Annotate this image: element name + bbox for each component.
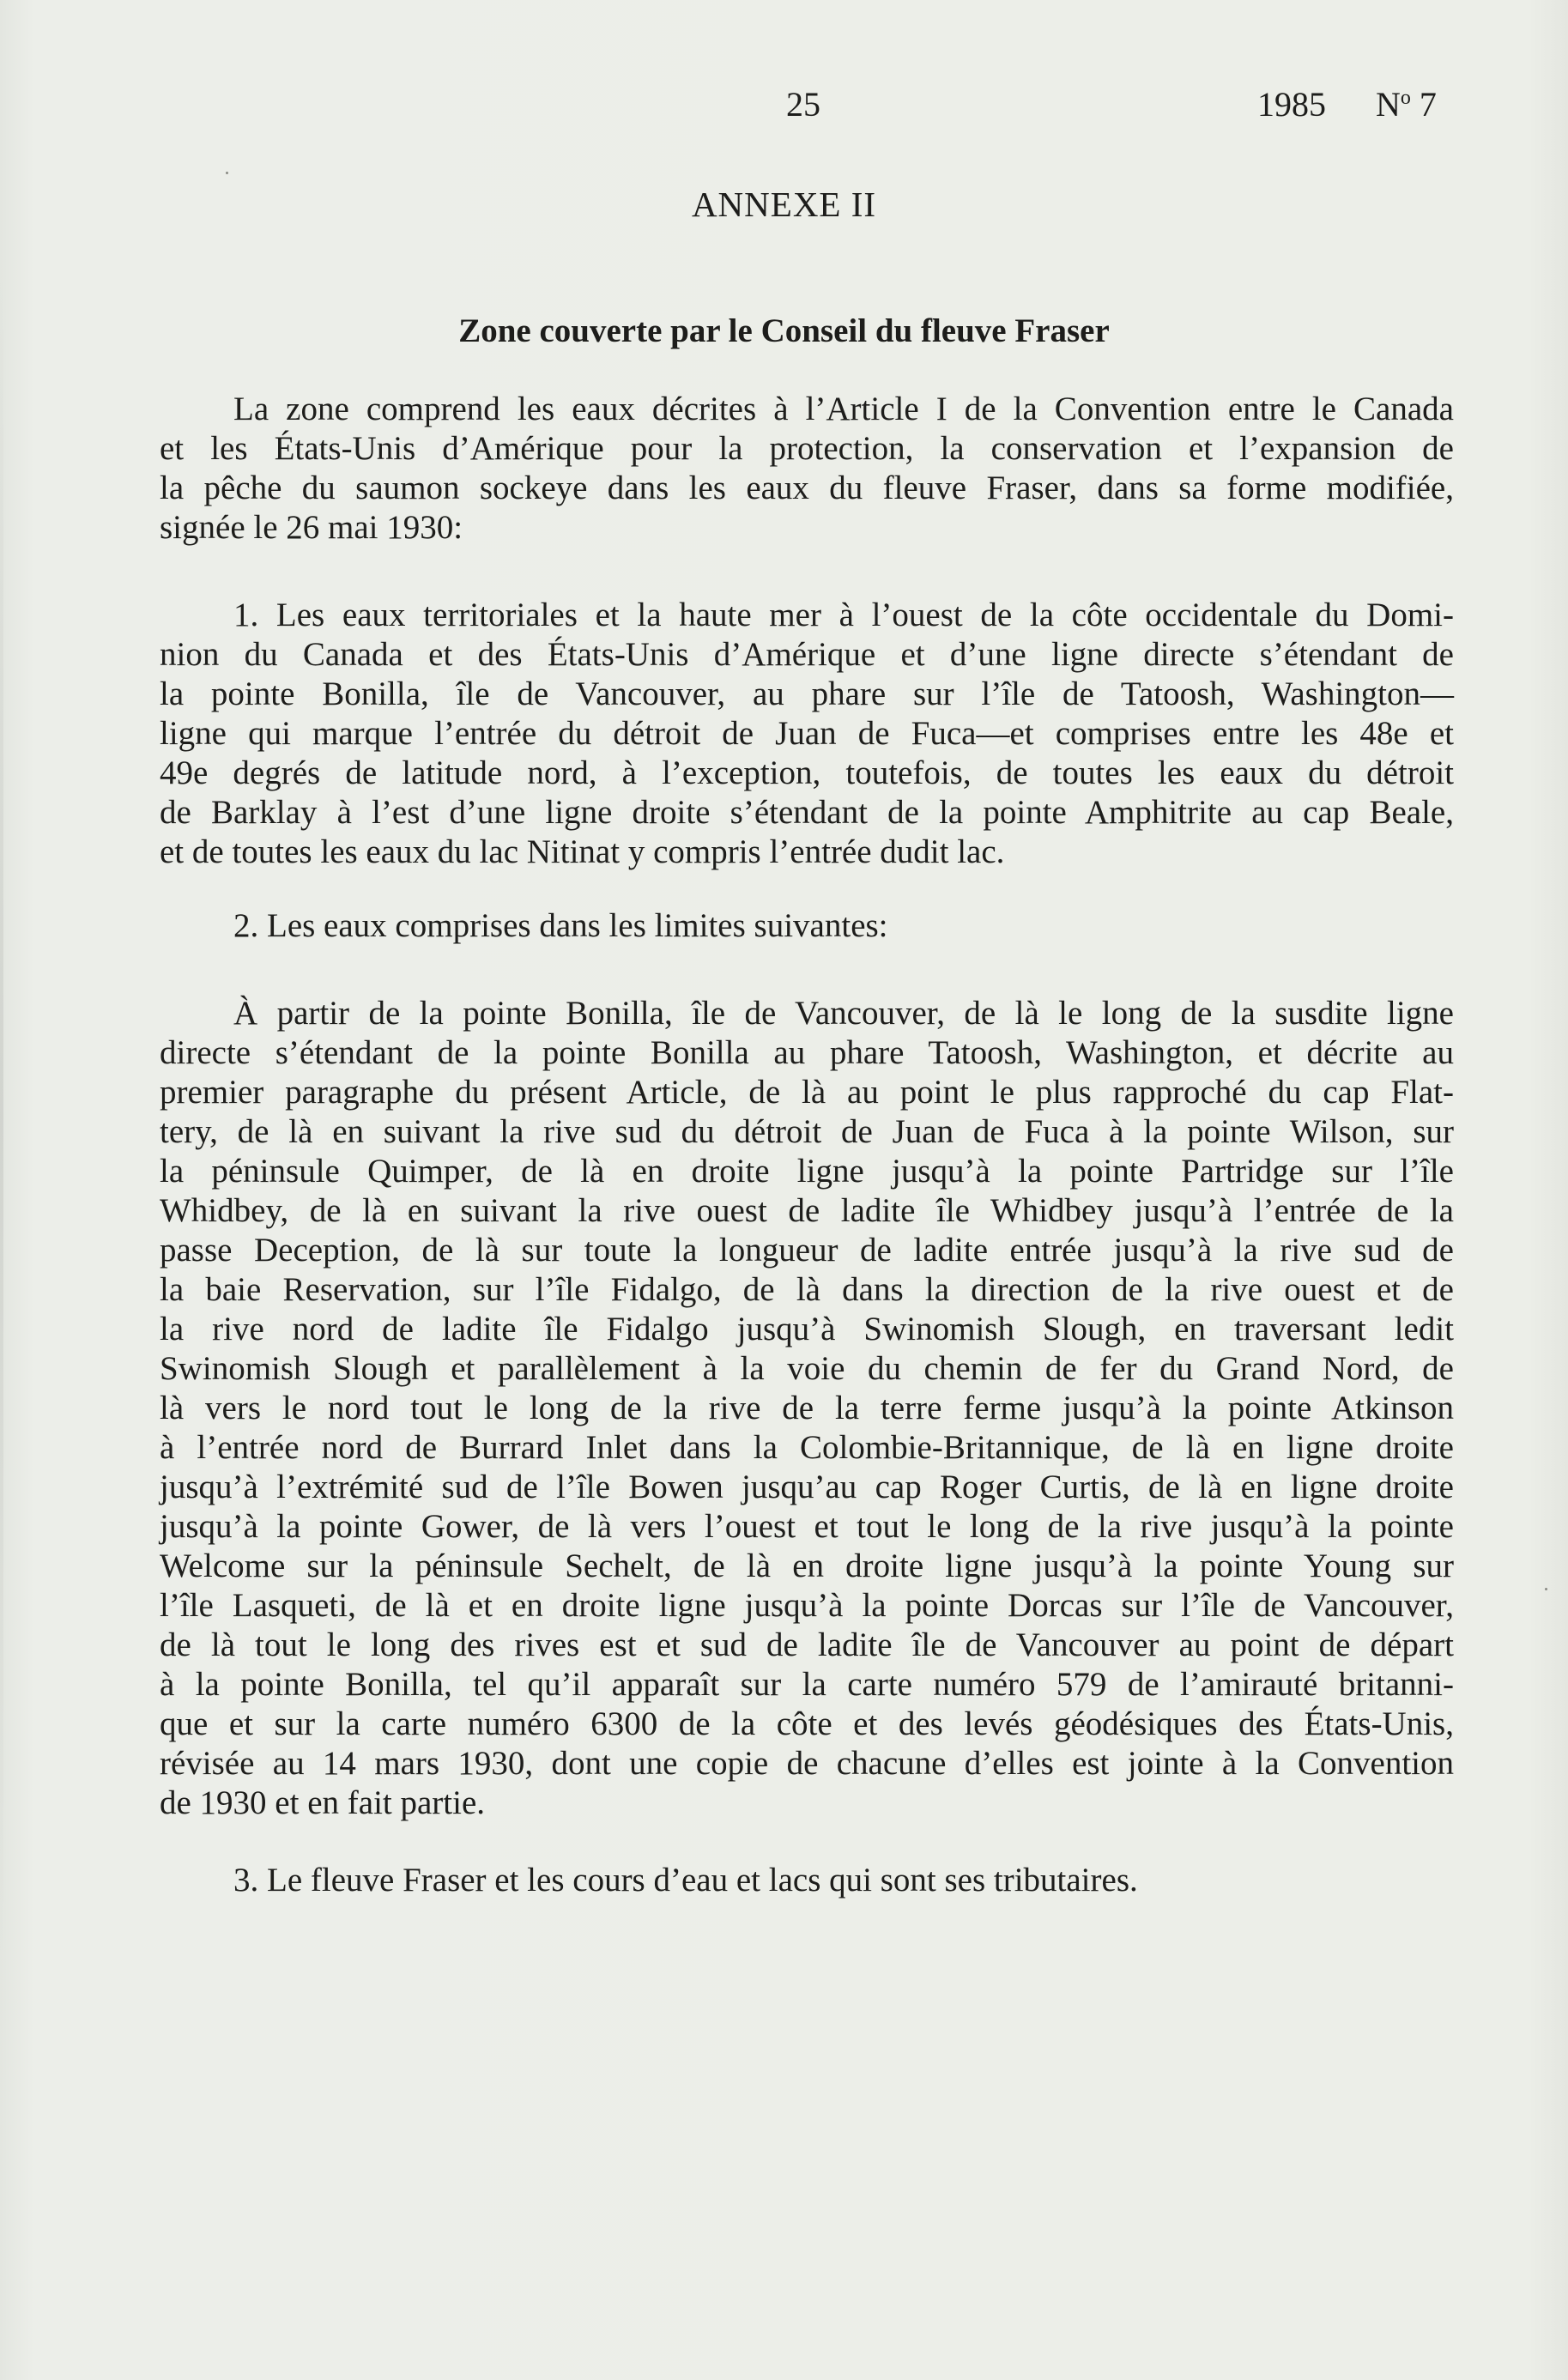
item-2-line: À partir de la pointe Bonilla, île de Vancouver, de là le long de la susdite ligne — [233, 995, 1454, 1032]
publication-year: 1985 — [1257, 85, 1326, 124]
page-edge-shadow — [0, 257, 3, 1974]
item-2-line: que et sur la carte numéro 6300 de la côte et des levés géodésiques des États-Unis, — [160, 1705, 1454, 1742]
item-1-paragraph — [160, 596, 1454, 872]
item-2-line: Welcome sur la péninsule Sechelt, de là en droite ligne jusqu’à la pointe Young sur — [160, 1547, 1454, 1584]
item-2-line: directe s’étendant de la pointe Bonilla au phare Tatoosh, Washington, et décrite au — [160, 1034, 1454, 1071]
annex-title: ANNEXE II — [691, 185, 877, 224]
item-1-line: nion du Canada et des États-Unis d’Amérique et d’une ligne directe s’étendant de — [160, 636, 1454, 673]
issue-degree: o — [1400, 87, 1411, 109]
intro-line: La zone comprend les eaux décrites à l’Article I de la Convention entre le Canada — [233, 391, 1454, 427]
item-3-text: 3. Le fleuve Fraser et les cours d’eau et lacs qui sont ses tributaires. — [233, 1862, 1138, 1899]
page-number: 25 — [786, 85, 820, 124]
item-2-line: l’île Lasqueti, de là et en droite ligne jusqu’à la pointe Dorcas sur l’île de Vancouver, — [160, 1587, 1454, 1624]
issue-prefix: N — [1376, 85, 1401, 124]
item-2-line: premier paragraphe du présent Article, de là au point le plus rapproché du cap Flat- — [160, 1074, 1454, 1111]
page-header — [0, 84, 1568, 136]
item-2-line: la baie Reservation, sur l’île Fidalgo, de là dans la direction de la rive ouest et de — [160, 1271, 1454, 1308]
intro-paragraph — [160, 390, 1454, 548]
paper-speck — [1545, 1588, 1547, 1590]
section-title: Zone couverte par le Conseil du fleuve Fraser — [458, 312, 1110, 349]
item-2-heading-text: 2. Les eaux comprises dans les limites suivantes: — [233, 907, 888, 944]
item-2-line: Swinomish Slough et parallèlement à la voie du chemin de fer du Grand Nord, de — [160, 1350, 1454, 1387]
item-1-line: la pointe Bonilla, île de Vancouver, au phare sur l’île de Tatoosh, Washington— — [160, 675, 1454, 712]
item-2-line: la rive nord de ladite île Fidalgo jusqu’à Swinomish Slough, en traversant ledit — [160, 1311, 1454, 1347]
item-1-line: de Barklay à l’est d’une ligne droite s’étendant de la pointe Amphitrite au cap Beale, — [160, 794, 1454, 831]
item-2-line: à la pointe Bonilla, tel qu’il apparaît sur la carte numéro 579 de l’amirauté britanni- — [160, 1666, 1454, 1703]
issue-value: 7 — [1419, 85, 1437, 124]
item-1-line: 49e degrés de latitude nord, à l’exception, toutefois, de toutes les eaux du détroit — [160, 754, 1454, 791]
paper-speck — [226, 172, 228, 174]
item-2-heading — [160, 906, 1454, 946]
issue-number — [1376, 84, 1437, 124]
item-1-line: ligne qui marque l’entrée du détroit de Juan de Fuca—et comprises entre les 48e et — [160, 715, 1454, 752]
item-2-line: de là tout le long des rives est et sud de ladite île de Vancouver au point de départ — [160, 1626, 1454, 1663]
item-2-line: jusqu’à l’extrémité sud de l’île Bowen jusqu’au cap Roger Curtis, de là en ligne droite — [160, 1469, 1454, 1505]
item-2-line: de 1930 et en fait partie. — [160, 1784, 486, 1821]
item-1-line: 1. Les eaux territoriales et la haute mer à l’ouest de la côte occidentale du Domi- — [233, 597, 1454, 633]
item-2-line: la péninsule Quimper, de là en droite ligne jusqu’à la pointe Partridge sur l’île — [160, 1153, 1454, 1190]
item-3-paragraph — [160, 1861, 1454, 1900]
item-2-line: jusqu’à la pointe Gower, de là vers l’ouest et tout le long de la rive jusqu’à la pointe — [160, 1508, 1454, 1545]
item-2-line: là vers le nord tout le long de la rive de la terre ferme jusqu’à la pointe Atkinson — [160, 1390, 1454, 1426]
item-2-line: à l’entrée nord de Burrard Inlet dans la Colombie-Britannique, de là en ligne droite — [160, 1429, 1454, 1466]
intro-line: et les États-Unis d’Amérique pour la protection, la conservation et l’expansion de — [160, 430, 1454, 467]
item-2-paragraph — [160, 994, 1454, 1823]
item-2-line: tery, de là en suivant la rive sud du détroit de Juan de Fuca à la pointe Wilson, sur — [160, 1113, 1454, 1150]
intro-line: signée le 26 mai 1930: — [160, 509, 463, 546]
item-2-line: révisée au 14 mars 1930, dont une copie de chacune d’elles est jointe à la Convention — [160, 1745, 1454, 1782]
item-1-line: et de toutes les eaux du lac Nitinat y compris l’entrée dudit lac. — [160, 833, 1005, 870]
item-2-line: Whidbey, de là en suivant la rive ouest de ladite île Whidbey jusqu’à l’entrée de la — [160, 1192, 1454, 1229]
item-2-line: passe Deception, de là sur toute la longueur de ladite entrée jusqu’à la rive sud de — [160, 1232, 1454, 1269]
intro-line: la pêche du saumon sockeye dans les eaux du fleuve Fraser, dans sa forme modifiée, — [160, 469, 1454, 506]
